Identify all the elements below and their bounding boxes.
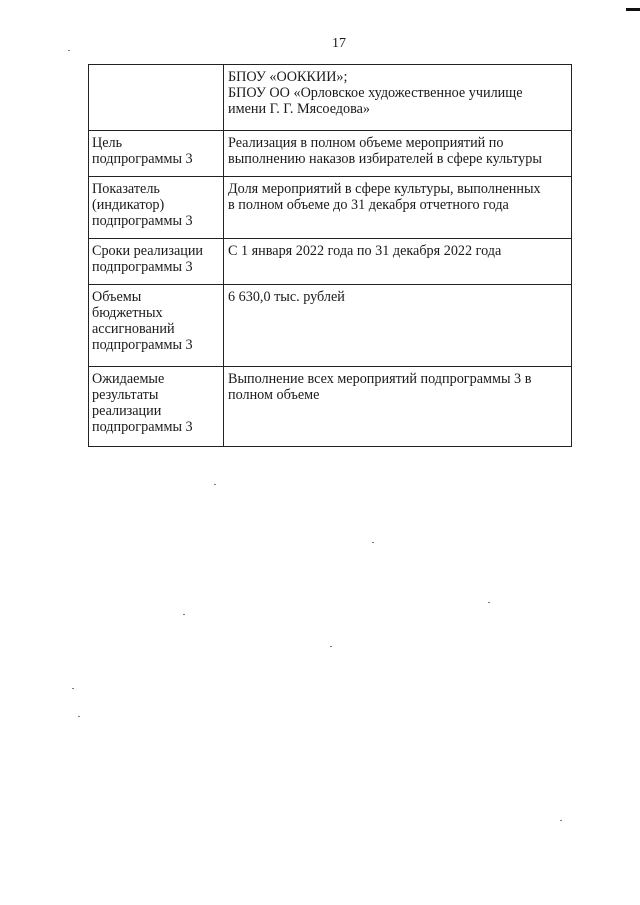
- label-line: Ожидаемые: [92, 371, 165, 387]
- value-line: в полном объеме до 31 декабря отчетного года: [228, 197, 509, 213]
- scan-speck: [183, 614, 185, 615]
- row-label: [89, 239, 224, 285]
- row-value: [224, 177, 572, 239]
- table-row: [89, 367, 572, 447]
- label-line: подпрограммы 3: [92, 151, 193, 167]
- scan-corner-mark: [626, 8, 640, 11]
- table-row: [89, 177, 572, 239]
- row-value: [224, 367, 572, 447]
- scan-speck: [78, 716, 80, 717]
- scan-speck: [330, 646, 332, 647]
- value-line: С 1 января 2022 года по 31 декабря 2022 года: [228, 243, 502, 259]
- label-line: подпрограммы 3: [92, 337, 193, 353]
- scan-speck: [214, 484, 216, 485]
- label-line: подпрограммы 3: [92, 419, 193, 435]
- value-line: Реализация в полном объеме мероприятий по: [228, 135, 504, 151]
- table-row: [89, 285, 572, 367]
- label-line: результаты: [92, 387, 159, 403]
- value-line: Доля мероприятий в сфере культуры, выполненных: [228, 181, 541, 197]
- row-label: [89, 177, 224, 239]
- table-row: [89, 65, 572, 131]
- label-line: (индикатор): [92, 197, 165, 213]
- scan-speck: [488, 602, 490, 603]
- row-label: [89, 367, 224, 447]
- label-line: Объемы: [92, 289, 142, 305]
- value-line: 6 630,0 тыс. рублей: [228, 289, 345, 305]
- scan-speck: [372, 542, 374, 543]
- value-line: БПОУ ОО «Орловское художественное училище: [228, 85, 523, 101]
- table-row: [89, 131, 572, 177]
- value-line: полном объеме: [228, 387, 320, 403]
- row-value: [224, 285, 572, 367]
- value-line: выполнению наказов избирателей в сфере культуры: [228, 151, 542, 167]
- value-line: БПОУ «ООККИИ»;: [228, 69, 348, 85]
- row-value: [224, 65, 572, 131]
- page-number: 17: [332, 36, 346, 51]
- label-line: реализации: [92, 403, 162, 419]
- scan-speck: [68, 50, 70, 51]
- subprogram-passport-table: [88, 64, 572, 447]
- label-line: бюджетных: [92, 305, 163, 321]
- table-row: [89, 239, 572, 285]
- label-line: Цель: [92, 135, 123, 151]
- row-label: [89, 131, 224, 177]
- scan-speck: [72, 688, 74, 689]
- row-value: [224, 239, 572, 285]
- row-label: [89, 65, 224, 131]
- label-line: подпрограммы 3: [92, 259, 193, 275]
- scan-speck: [560, 820, 562, 821]
- value-line: Выполнение всех мероприятий подпрограммы 3 в: [228, 371, 532, 387]
- value-line: имени Г. Г. Мясоедова»: [228, 101, 371, 117]
- row-label: [89, 285, 224, 367]
- label-line: ассигнований: [92, 321, 175, 337]
- label-line: Показатель: [92, 181, 160, 197]
- row-value: [224, 131, 572, 177]
- label-line: подпрограммы 3: [92, 213, 193, 229]
- label-line: Сроки реализации: [92, 243, 204, 259]
